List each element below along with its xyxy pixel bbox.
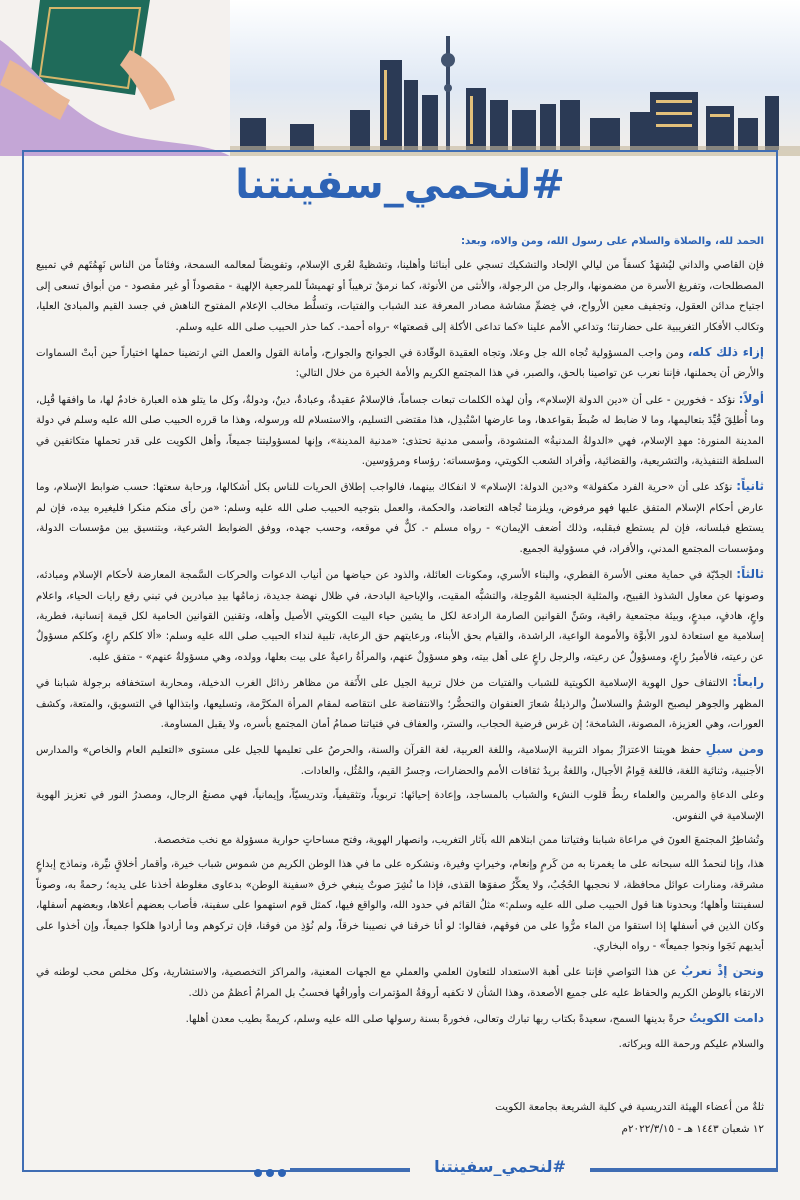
point-lead: رابعاً:: [732, 675, 764, 690]
section-paragraph: [36, 739, 764, 782]
point-lead: ثالثاً:: [736, 567, 764, 582]
point-text: نؤكد على أن «حرية الفرد مكفولة» و«دين الدولة: الإسلام» لا انفكاك بينهما، فالواجب إطلاق الحريات للناس بكل أشكالها، ورحابة سعتها: حسب ضوابط الإسلام، وما عارض أحكام الإسلام المتفق عليها فهو مرفوض، ويلزمنا تُجاهه التعاضد، والحكمة، والعمل بتوجيه الحبيب صلى الله عليه وسلم: «من رأى منكم منكرا فليغيره بيده، فإن لم يستطع فبلسانه، فإن لم يستطع فبقلبه، وذلك أضعف الإيمان» - رواه مسلم -. كلٌّ في موقعه، وحسب جهده، ووفق الضوابط الشرعية، وبتنسيق بين مؤسسات الدولة، ومؤسسات المجتمع المدني، والأفراد، في مسؤولية الجميع.: [36, 482, 764, 555]
footer-hashtag: #لنحمي_سفينتنا: [410, 1157, 590, 1176]
quran-hands-image: [0, 0, 230, 156]
point-text: نؤكد - فخورين - على أن «دين الدولة الإسلام»، وأن لهذه الكلمات تبعات جساماً، فالإسلامُ عقيدةٌ، وعبادةٌ، دينٌ، ودولةٌ، وكل ما يتلو هذه العبارة خادمٌ لها، ما وافقها قُبِل، وما أُطلِقَ قُيِّدَ بتعاليمها، وما لا ضابط له ضُبطَ بقواعدها، وما عارضها اسْتُبدِل، هذا مقتضى التسليم، والاستسلام لله ورسوله، وهذا ما قرره الحبيب صلى الله عليه وسلم في دولة المدينة المنورة: مهدِ الإسلام، فهي «الدولةُ المدنيةُ» المنشودة، وأسمى مدنية تحتذى: «مدنية المدينة»، وإنها لمسؤوليتنا جميعاً، وأهل الكويت على قدر تحملها متكاتفين في السلطة التنفيذية، والتشريعية، والقضائية، وأفراد الشعب الكويتي، ومؤسساته: رؤساء ومرؤوسين.: [36, 394, 764, 468]
intro-paragraph: فإن القاصي والداني ليُشهَدُ كسفاً من ليالي الإلحاد والتشكيك تسجي على أبنائنا وأهلينا، وتشظيةً لعُرى الإسلام، وتفويضاً لمعالمه السمحة، وفئاماً من الناس نَهِمُتَهم في تمييع المصطلحات، وتفريغ الأسرة من مضمونها، والرجل من الرجولة، والأنثى من الأنوثة، كما نرمقُ ترهيباً أو تهميشاً للمرجعية الإلهية - مقصوداً أو غير مقصود - من أبواق تسعى إلى اجتياح مدائن العقول، وتجفيف معين الأرواح، في خِضمِّ مشاشة مصادر المعرفة عند الشباب والفتيات، وتسلُّط مخالب الإعلام المفتوح الناهش في جسد القيم والمبادئ العليا، وتكالب الأفكار التغريبية على حضارتنا؛ وتداعي الأمم علينا «كما تداعى الأكلة إلى قصعتها» -رواه أحمد-. كما حذر الحبيب صلى الله عليه وسلم.: [36, 260, 764, 333]
section-lead: إزاء ذلك كله،: [687, 345, 764, 360]
signature-block: [204, 1096, 764, 1140]
point-paragraph: [36, 564, 764, 668]
point-paragraph: [36, 672, 764, 735]
footer-dots-icon: [250, 1162, 286, 1181]
point-paragraph: [36, 389, 764, 473]
section-text: حفظ هويتنا الاعتزازُ بمواد التربية الإسلامية، واللغة العربية، لغة القرآن والسنة، والحرصُ على تعليمها للجيل على مستوى «التعليم العام والخاص» والمدارس الأجنبية، وثنائية اللغة، فاللغة قِوامُ الأجيال، واللغةُ بريدُ ثقافات الأمم والحضارات، وجسرُ القيم، والمُثُل، والعادات.: [36, 745, 764, 777]
section-lead: ومن سبلِ: [705, 742, 765, 757]
point-paragraph: [36, 476, 764, 560]
section-text: عن هذا التواصي فإننا على أهبة الاستعداد للتعاون العلمي والعملي مع الجهات المعنية، والمراكز التخصصية، والاستشارية، وكل مخلص محب لوطنه في الارتقاء بالوطن الكريم والحفاظ عليه على جميع الأصعدة، وهذا الشأن لا تكفيه أروقةُ المؤتمرات وأوراقُها فحسبُ بل المرامُ أعظمُ من ذلك.: [36, 967, 764, 999]
point-text: الالتفاف حول الهوية الإسلامية الكويتية للشباب والفتيات من خلال تربية الجيل على الأَنَفة من مظاهر رذائل الغرب الدخيلة، ومحاربة استخفافه برجولة شبابنا في المظهر والجوهر ليصبح الوشمُ والسلاسلُ والرذيلةُ شعارَ العنفوان والتحضُّر؛ والانتفاضة على انتقاصه لمقام المرأة المكرَّمة، وتسليعها، وابتذالها في التسويق، والمتعة، وكشف العورات، وهي العزيزة، المصونة، الشامخة؛ إن غرس فرضية الحجاب، والستر، والعفاف في فتياتنا صمامُ أمان المجتمع بأسره، ولا يقبل المساومة.: [36, 678, 764, 730]
section-paragraph: [36, 961, 764, 1004]
footer: [0, 1150, 800, 1190]
section-text: ومن واجب المسؤولية تُجاه الله جل وعلا، وتجاه العقيدة الوقّادة في الجوانح والجوارح، وأمانة القول والعمل التي ارتضينا حملها اختياراً حين أبتْ السماوات والأرض أن يحملنها، فإننا نعرب عن تواصينا بالحق، والصبر، في هذا المجتمع الكريم والأمة الخيرة من خلال التالي:: [36, 348, 764, 380]
section-paragraph: [36, 342, 764, 385]
hatha-paragraph: هذا، وإنا لنحمدُ الله سبحانه على ما يغمرنا به من كَرمٍ وإنعام، وخيراتٍ وفيرة، ونشكره على ما في هذا الوطن الكريم من شموس شباب خيرة، وأقمار أخلاقٍ نيِّرة، ونماذج إبداعٍ مشرقة، ومنارات عوائل محافظة، لا نحجبها الحُجُبُ، ولا يعكِّرُ صفوَها القذى، فإذا ما نُشِرَ صوتٌ ينبغي خرق «سفينة الوطن» بدعاوى مغلوطة أخذنا على يديه؛ رحمةً به، وصوناً لسفينتنا وأهلها؛ وبحدونا هنا قول الحبيب صلى الله عليه وسلم:» مثلُ القائم في حدود الله، والواقع فيها، كمثل قوم استهموا على سفينة، فأصاب بعضهم أعلاها، وبعضهم أسفلها، وكان الذين في أسفلها إذا استقوا من الماء مرُّوا على من فوقهم، فقالوا: لو أنا خرقنا في نصيبنا خرقاً، ولم نُؤذِ من فوقنا، فإن تركوهم وما أرادوا هلكوا جميعاً، وإن أخذوا على أيديهم نَجَوا ونجوا جميعاً» - رواه البخاري.: [36, 859, 764, 952]
section-lead: ونحن إذْ نعربُ: [681, 964, 764, 979]
section-lead: دامت الكويتُ: [689, 1011, 764, 1026]
closing-line: والسلام عليكم ورحمة الله وبركاته.: [618, 1038, 764, 1050]
statement-body: [36, 232, 764, 1059]
section-text: حرةً بدينها السمح، سعيدةً بكتاب ربها تبارك وتعالى، فخورةً بسنة رسولها صلى الله عليه وسلم، كريمةً بطيب معدن أهلها.: [185, 1014, 686, 1026]
page-title: #لنحمي_سفينتنا: [235, 162, 565, 208]
tashatur-paragraph: وتُشاطِرُ المجتمعَ العونَ في مراعاة شبابنا وفتياتنا ممن ابتلاهم الله بآثار التغريب، وانصهار الهوية، وفتح مساحاتٍ حوارية مسؤولة مع نخب متخصصة.: [153, 834, 764, 846]
point-lead: ثانياً:: [736, 479, 764, 494]
section-paragraph: [36, 1008, 764, 1030]
point-text: الجدّيّة في حماية معنى الأسرة الفطري، والبناء الأسري، ومكونات العائلة، والذود عن حياضها من أنياب الدعوات والحركات السَّمجة المعارضة لأحكام الإسلام ومبادئه، وصونها عن معاول الشذوذ القبيح، والمثلية الجنسية المُوحِلة، والتشبُّه المقيت، والإباحية البادحة، في ظلال نهضة جديدة، زمامُها بيدِ مبادرين في تبني رفع رايات الحياء، واعلام واعٍ، هادفٍ، مبدعٍ، وبيئة مجتمعية راقية، وسَنِّ القوانين الصارمة الرادعة لكل ما يشين حياء البيت الكويتي الأصيل وأهله، وتقنين القوانين الحامية لكل قيمة إنسانية، فطرية، إسلامية مع استعادة لدور الأبوَّة والأمومة الواعية، الراشدة، والقيام بحق الأبناء، ورعايتهم حق الرعاية، تلبية لنداء الحبيب صلى الله عليه وسلم: «ألا كلكم راعٍ، وكلكم مسؤولٌ عن رعيته، فالأميرُ راعٍ، ومسؤولٌ عن رعيته، والرجل راعٍ على أهل بيته، وهو مسؤولٌ عنهم، والمرأةُ راعيةٌ على بيت بعلها، وولده، وهي مسؤولةٌ عنهم» - متفق عليه.: [36, 570, 764, 663]
signature-authors: ثلةٌ من أعضاء الهيئة التدريسية في كلية الشريعة بجامعة الكويت: [495, 1101, 764, 1113]
header-banner: [0, 0, 800, 156]
opening-line: الحمد لله، والصلاة والسلام على رسول الله، ومن والاه، وبعد:: [460, 236, 764, 247]
signature-date: ١٢ شعبان ١٤٤٣ هـ - ٢٠٢٢/٣/١٥م: [621, 1123, 764, 1135]
duaat-paragraph: وعلى الدعاةِ والمربين والعلماء ربطُ قلوب النشء والشباب بالمساجد، وإعادة إحيائها: تربوياً، وتثقيفياً، وتدريسيّاً، وإيمانياً، فهي مصنعُ الرجال، ومصدرُ النور في تعزيز الهوية الإسلامية في النفوس.: [36, 790, 764, 822]
point-lead: أولاً:: [738, 391, 764, 406]
